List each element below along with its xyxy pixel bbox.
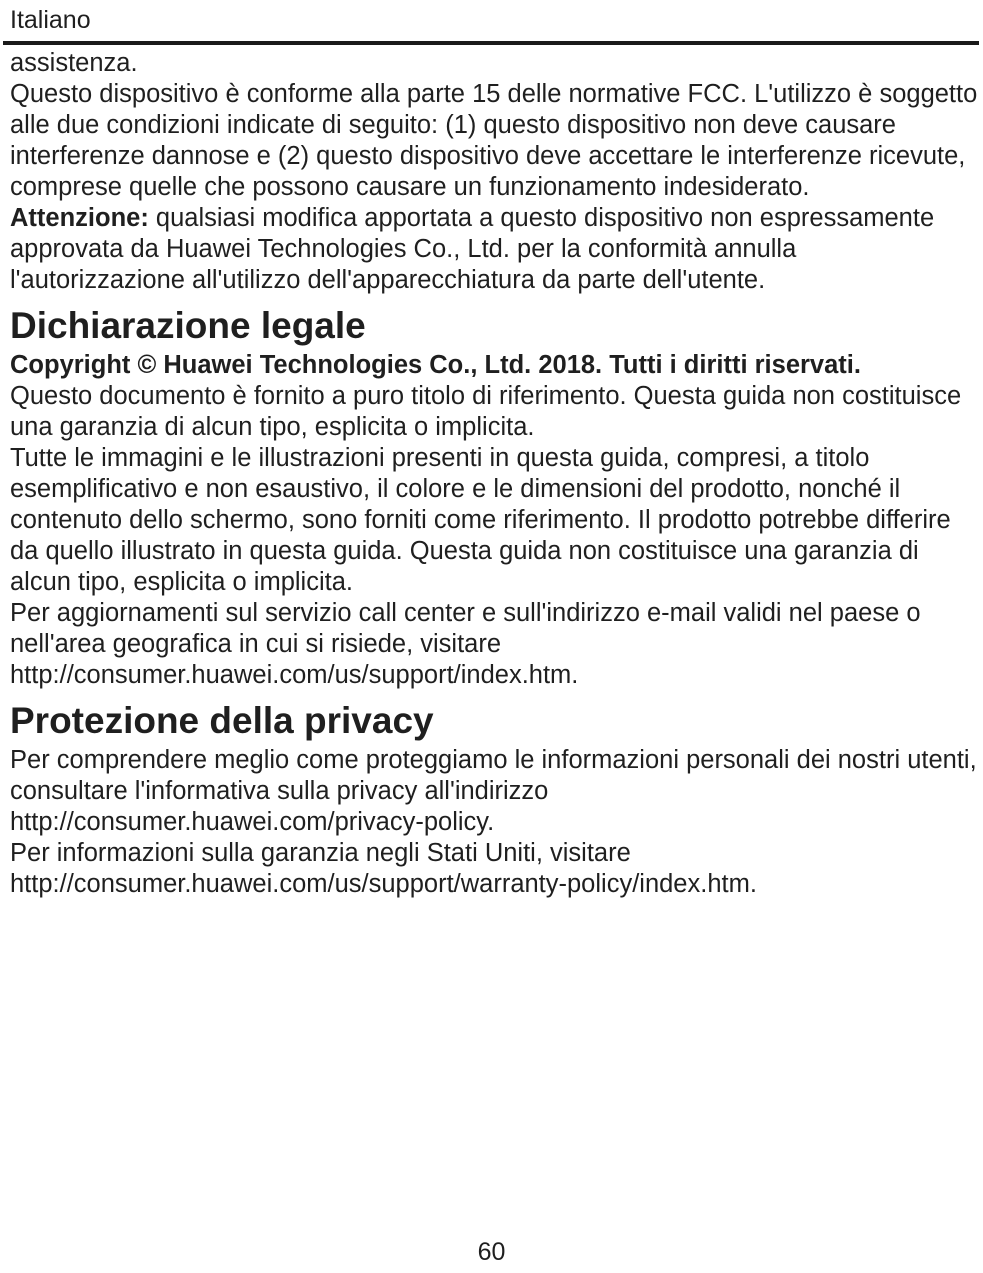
header-divider — [3, 41, 979, 45]
fcc-continuation: assistenza. — [10, 49, 138, 77]
warranty-url: http://consumer.huawei.com/us/support/warranty-policy/index.htm. — [10, 870, 757, 898]
reference-paragraph: Questo documento è fornito a puro titolo di riferimento. Questa guida non costituisce una garanzia di alcun tipo, esplicita o implicita. — [10, 382, 962, 441]
section-header: Italiano — [10, 6, 91, 34]
warning-label: Attenzione: — [10, 204, 149, 232]
legal-section-title: Dichiarazione legale — [10, 305, 366, 346]
privacy-section-title: Protezione della privacy — [10, 700, 434, 741]
fcc-compliance-paragraph: Questo dispositivo è conforme alla parte 15 delle normative FCC. L'utilizzo è soggetto alle due condizioni indicate di seguito: (1) questo dispositivo non deve causare interferenze dannose e (2) questo dispositivo deve accettare le interferenze ricevute, comprese quelle che possono causare un funzionamento indesiderato. — [10, 80, 978, 201]
page-number: 60 — [477, 1238, 506, 1266]
fcc-warning-paragraph — [10, 203, 978, 296]
warning-text: qualsiasi modifica apportata a questo dispositivo non espressamente approvata da Huawei Technologies Co., Ltd. per la conformità annulla l'autorizzazione all'utilizzo dell'apparecchiatura da parte dell'utente. — [10, 204, 935, 294]
page-content — [10, 48, 978, 900]
privacy-policy-url: http://consumer.huawei.com/privacy-policy. — [10, 808, 495, 836]
warranty-intro: Per informazioni sulla garanzia negli Stati Uniti, visitare — [10, 839, 631, 867]
updates-paragraph: Per aggiornamenti sul servizio call center e sull'indirizzo e-mail validi nel paese o nell'area geografica in cui si risiede, visitare — [10, 599, 921, 658]
images-disclaimer-paragraph: Tutte le immagini e le illustrazioni presenti in questa guida, compresi, a titolo esemplificativo e non esaustivo, il colore e le dimensioni del prodotto, nonché il contenuto dello schermo, sono forniti come riferimento. Il prodotto potrebbe differire da quello illustrato in questa guida. Questa guida non costituisce una garanzia di alcun tipo, esplicita o implicita. — [10, 444, 951, 596]
support-url: http://consumer.huawei.com/us/support/index.htm. — [10, 661, 579, 689]
copyright-notice: Copyright © Huawei Technologies Co., Ltd. 2018. Tutti i diritti riservati. — [10, 351, 861, 379]
privacy-intro-paragraph: Per comprendere meglio come proteggiamo le informazioni personali dei nostri utenti, consultare l'informativa sulla privacy all'indirizzo — [10, 746, 977, 805]
